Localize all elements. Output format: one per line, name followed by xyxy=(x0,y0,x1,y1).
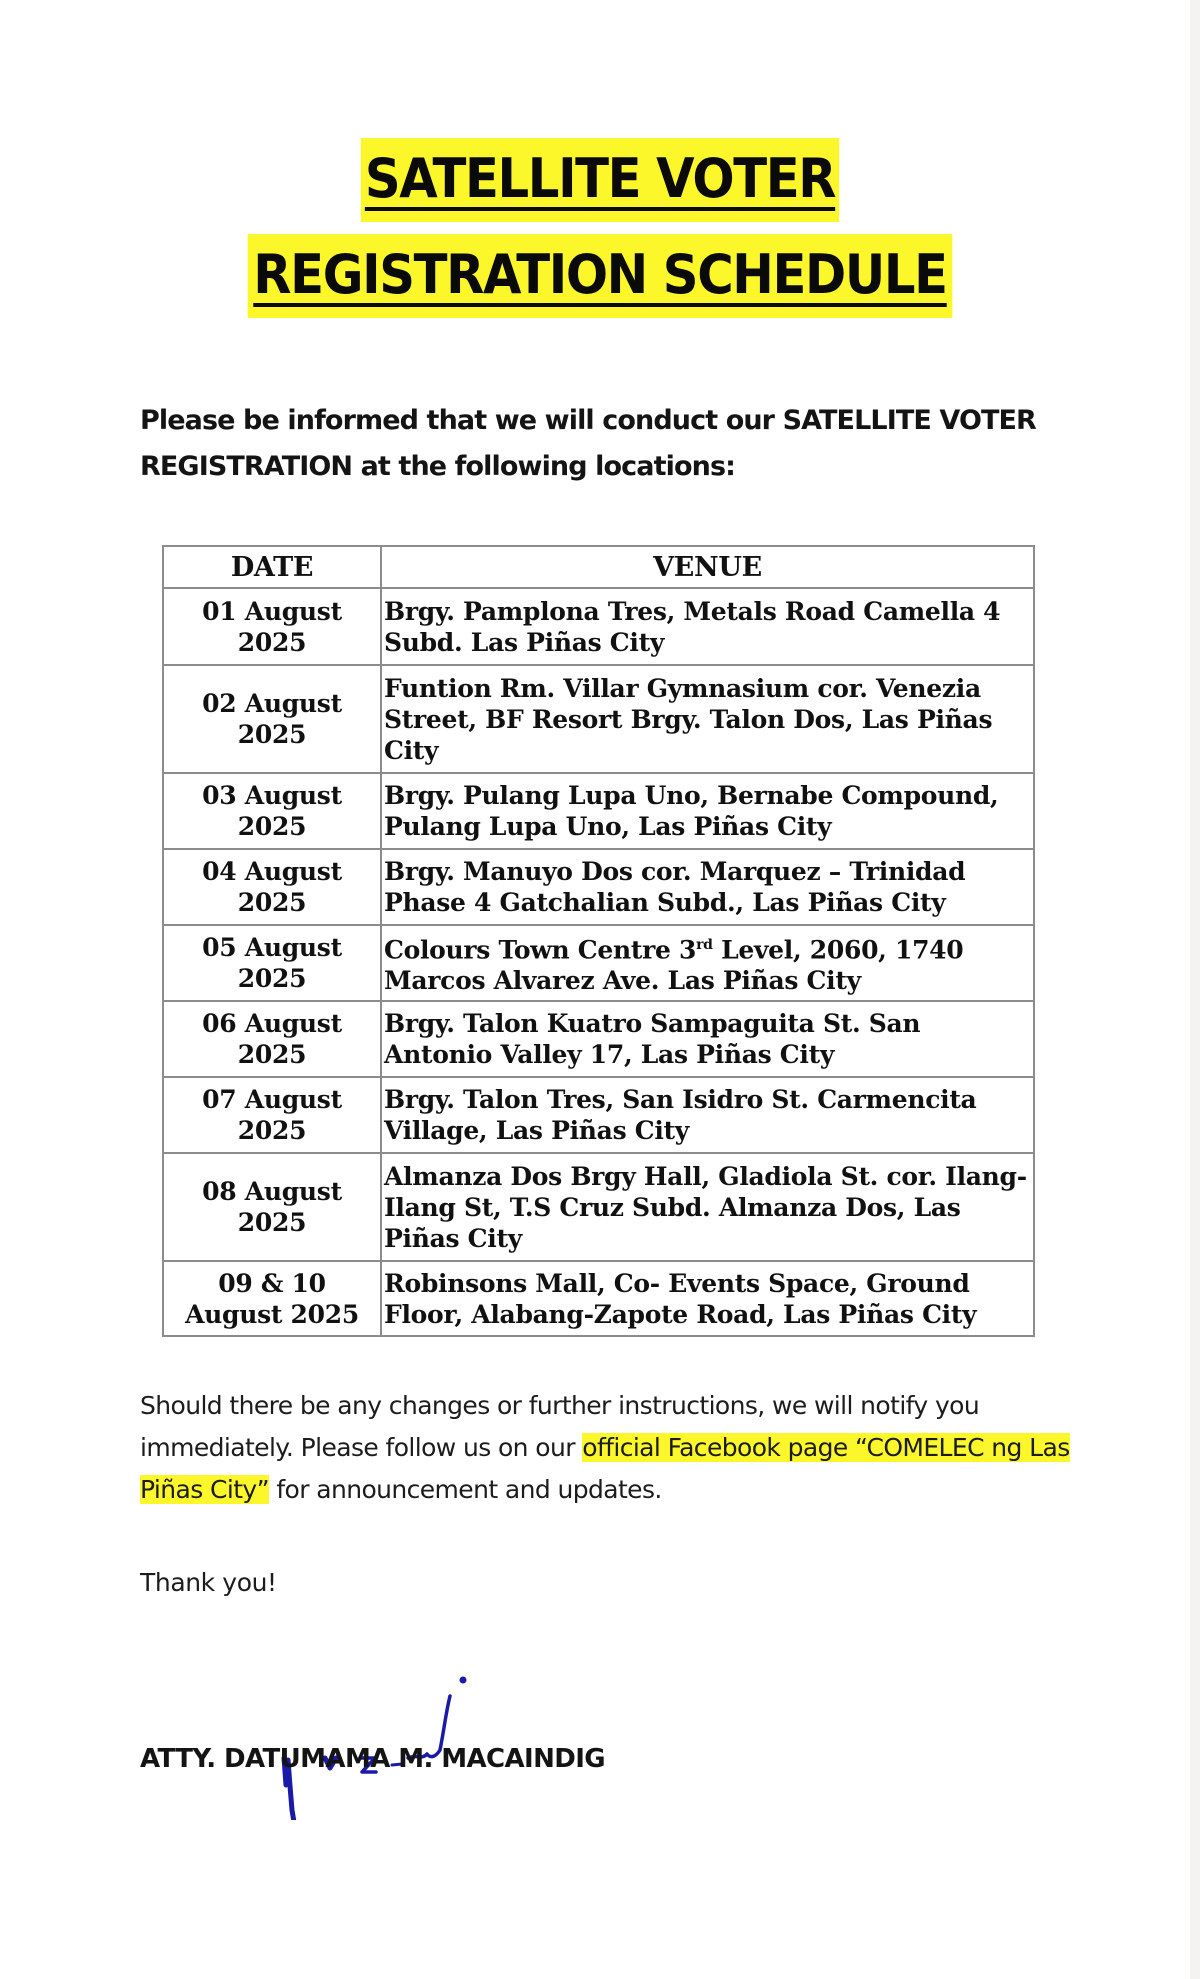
title-line-1: SATELLITE VOTER xyxy=(361,138,839,222)
date-cell xyxy=(163,588,381,665)
closing-text: Should there be any changes or further instructions, we will notify you immediately. Please follow us on our xyxy=(140,1391,980,1462)
date-cell xyxy=(163,849,381,925)
intro-paragraph: Please be informed that we will conduct our SATELLITE VOTER REGISTRATION at the following locations: xyxy=(140,405,1036,482)
venue-cell: Brgy. Talon Kuatro Sampaguita St. San Antonio Valley 17, Las Piñas City xyxy=(381,1001,1034,1077)
venue-cell: Brgy. Talon Tres, San Isidro St. Carmencita Village, Las Piñas City xyxy=(381,1077,1034,1153)
table-row xyxy=(163,1261,1034,1336)
closing-text: for announcement and updates. xyxy=(268,1475,662,1504)
signature-block xyxy=(140,1660,840,1820)
date-line: 08 August xyxy=(202,1177,342,1206)
venue-cell: Brgy. Pamplona Tres, Metals Road Camella 4 Subd. Las Piñas City xyxy=(381,588,1034,665)
date-year: 2025 xyxy=(237,1116,307,1145)
venue-text: Level, 2060, 1740 Marcos Alvarez Ave. Las Piñas City xyxy=(384,935,964,996)
date-line: 05 August xyxy=(202,933,342,962)
date-year: 2025 xyxy=(237,888,307,917)
date-year: 2025 xyxy=(237,720,307,749)
date-year: 2025 xyxy=(237,812,307,841)
venue-cell xyxy=(381,925,1034,1001)
table-row xyxy=(163,588,1034,665)
table-row xyxy=(163,849,1034,925)
date-year: August 2025 xyxy=(185,1299,359,1329)
table-header-row xyxy=(163,546,1034,588)
date-line: 07 August xyxy=(202,1085,342,1114)
venue-cell: Brgy. Manuyo Dos cor. Marquez – Trinidad Phase 4 Gatchalian Subd., Las Piñas City xyxy=(381,849,1034,925)
date-cell xyxy=(163,773,381,849)
date-line: 04 August xyxy=(202,857,342,886)
date-year: 2025 xyxy=(237,964,307,993)
date-line: 06 August xyxy=(202,1009,342,1038)
date-cell xyxy=(163,1077,381,1153)
handwritten-signature-icon xyxy=(140,1660,840,1820)
date-year: 2025 xyxy=(237,1208,307,1237)
date-year: 2025 xyxy=(237,1040,307,1069)
date-line: 02 August xyxy=(202,689,342,718)
date-cell xyxy=(163,1001,381,1077)
table-row xyxy=(163,665,1034,773)
table-row xyxy=(163,925,1034,1001)
venue-cell: Brgy. Pulang Lupa Uno, Bernabe Compound, Pulang Lupa Uno, Las Piñas City xyxy=(381,773,1034,849)
document-title xyxy=(0,138,1200,318)
date-line: 09 & 10 xyxy=(218,1268,326,1298)
date-cell xyxy=(163,1153,381,1261)
closing-paragraph xyxy=(140,1385,1070,1511)
table-row xyxy=(163,1077,1034,1153)
venue-column-header: VENUE xyxy=(381,546,1034,588)
date-year: 2025 xyxy=(237,627,307,657)
venue-text: Colours Town Centre 3 xyxy=(384,935,697,965)
table-row xyxy=(163,1001,1034,1077)
table-row xyxy=(163,773,1034,849)
date-column-header: DATE xyxy=(163,546,381,588)
signatory-name: ATTY. DATUMAMA M. MACAINDIG xyxy=(140,1744,606,1774)
date-cell xyxy=(163,925,381,1001)
schedule-table xyxy=(162,545,1035,1337)
date-cell xyxy=(163,1261,381,1336)
thank-you-text: Thank you! xyxy=(140,1568,277,1597)
date-line: 03 August xyxy=(202,781,342,810)
ordinal-superscript: rd xyxy=(696,936,713,953)
date-cell xyxy=(163,665,381,773)
venue-cell: Funtion Rm. Villar Gymnasium cor. Venezia Street, BF Resort Brgy. Talon Dos, Las Piñas City xyxy=(381,665,1034,773)
table-row xyxy=(163,1153,1034,1261)
venue-cell: Almanza Dos Brgy Hall, Gladiola St. cor. Ilang-Ilang St, T.S Cruz Subd. Almanza Dos, Las Piñas City xyxy=(381,1153,1034,1261)
date-line: 01 August xyxy=(202,596,342,626)
facebook-page-highlight: official Facebook page “COMELEC ng Las Piñas City” xyxy=(140,1433,1070,1504)
venue-cell: Robinsons Mall, Co- Events Space, Ground Floor, Alabang-Zapote Road, Las Piñas City xyxy=(381,1261,1034,1336)
title-line-2: REGISTRATION SCHEDULE xyxy=(248,234,953,318)
